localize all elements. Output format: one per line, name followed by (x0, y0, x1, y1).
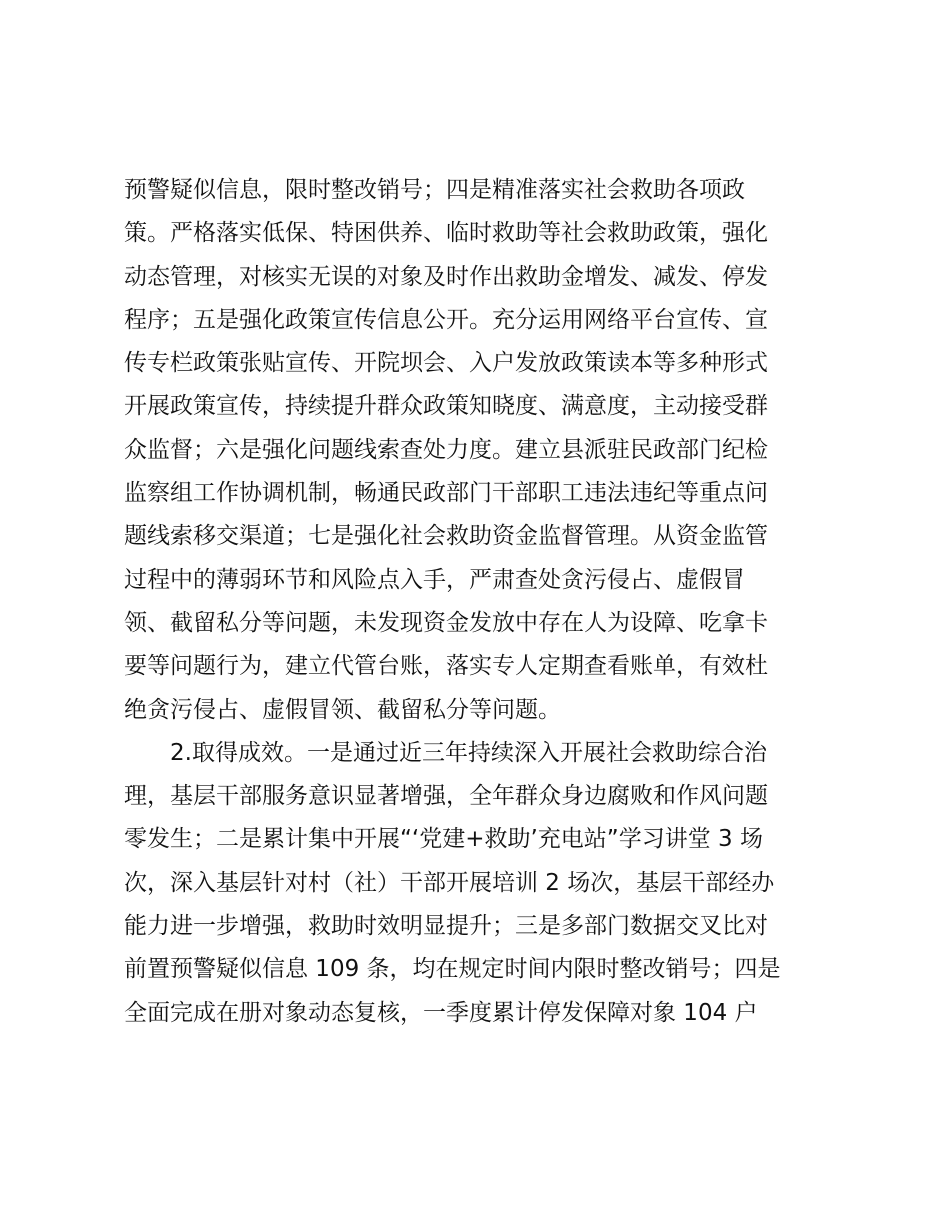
text-line: 能力进一步增强，救助时效明显提升；三是多部门数据交叉比对 (124, 913, 768, 940)
text-line: 众监督；六是强化问题线索查处力度。建立县派驻民政部门纪检 (124, 436, 768, 463)
text-line: 程序；五是强化政策宣传信息公开。充分运用网络平台宣传、宣 (124, 306, 768, 333)
section-heading-line: 2.取得成效。一是通过近三年持续深入开展社会救助综合治 (170, 739, 767, 766)
text-line: 前置预警疑似信息 109 条，均在规定时间内限时整改销号；四是 (124, 956, 781, 983)
text-line: 题线索移交渠道；七是强化社会救助资金监督管理。从资金监管 (124, 523, 768, 550)
text-line: 动态管理，对核实无误的对象及时作出救助金增发、减发、停发 (124, 263, 768, 290)
text-line: 开展政策宣传，持续提升群众政策知晓度、满意度，主动接受群 (124, 393, 768, 420)
text-line: 领、截留私分等问题，未发现资金发放中存在人为设障、吃拿卡 (124, 609, 768, 636)
text-line: 监察组工作协调机制，畅通民政部门干部职工违法违纪等重点问 (124, 480, 768, 507)
text-line: 次，深入基层针对村（社）干部开展培训 2 场次，基层干部经办 (124, 869, 775, 896)
text-line: 绝贪污侵占、虚假冒领、截留私分等问题。 (124, 696, 561, 723)
text-line: 全面完成在册对象动态复核，一季度累计停发保障对象 104 户 (124, 999, 758, 1026)
text-line: 理，基层干部服务意识显著增强，全年群众身边腐败和作风问题 (124, 783, 768, 810)
text-line: 零发生；二是累计集中开展“‘党建+救助’充电站”学习讲堂 3 场 (124, 826, 763, 853)
text-line: 传专栏政策张贴宣传、开院坝会、入户发放政策读本等多种形式 (124, 350, 768, 377)
text-line: 预警疑似信息，限时整改销号；四是精准落实社会救助各项政 (124, 177, 745, 203)
text-line: 策。严格落实低保、特困供养、临时救助等社会救助政策，强化 (124, 220, 768, 247)
body-text (124, 172, 830, 1038)
text-line: 过程中的薄弱环节和风险点入手，严肃查处贪污侵占、虚假冒 (124, 566, 745, 593)
text-line: 要等问题行为，建立代管台账，落实专人定期查看账单，有效杜 (124, 653, 768, 680)
